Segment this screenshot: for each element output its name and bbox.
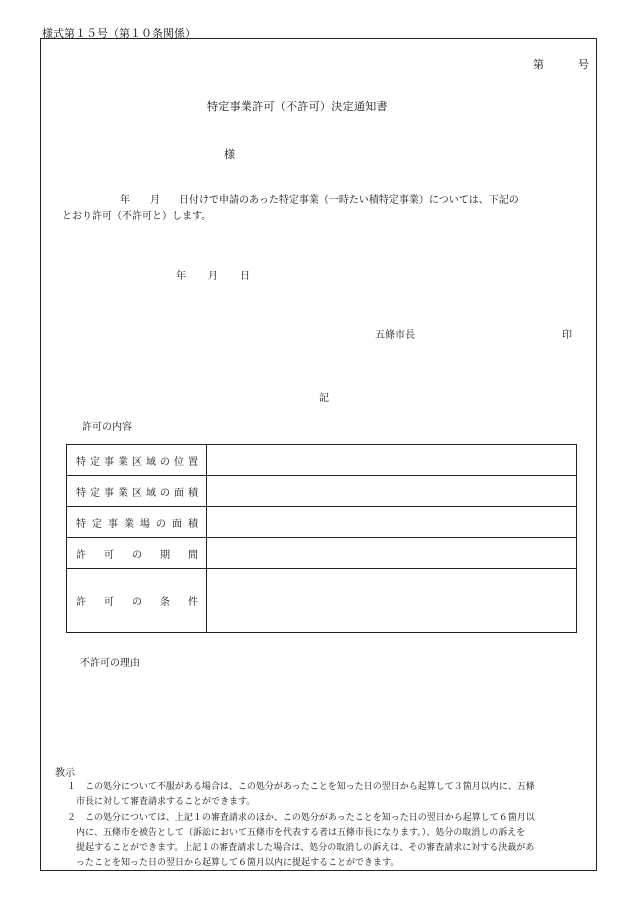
row-label-location: 特定事業区域の位置 <box>67 445 207 476</box>
body-line-1 <box>62 191 519 206</box>
body-text-1: 日付けで申請のあった特定事業（一時たい積特定事業）については、下記の <box>179 195 519 206</box>
instruction-note-1-line-2: 市長に対して審査請求することができます。 <box>76 797 256 807</box>
permit-section-label: 許可の内容 <box>82 422 132 433</box>
form-label: 様式第１５号（第１０条関係） <box>42 27 196 40</box>
issue-date <box>176 267 250 282</box>
row-value-period <box>207 538 577 569</box>
document-title: 特定事業許可（不許可）決定通知書 <box>207 100 388 113</box>
row-label-site-area: 特定事業場の面積 <box>67 507 207 538</box>
table-row <box>67 538 577 569</box>
instruction-note-2-line-1: ２ この処分については、上記１の審査請求のほか、この処分があったことを知った日の翌日から起算して６箇月以 <box>67 813 535 823</box>
issuer-title: 五條市長 <box>375 330 415 341</box>
row-label-area: 特定事業区域の面積 <box>67 476 207 507</box>
issue-day: 日 <box>240 271 250 282</box>
row-value-area <box>207 476 577 507</box>
instruction-note-2-line-4: ったことを知った日の翌日から起算して６箇月以内に提起することができます。 <box>76 858 400 868</box>
permit-table <box>66 444 577 633</box>
issue-year: 年 <box>176 271 186 282</box>
row-value-location <box>207 445 577 476</box>
table-row <box>67 445 577 476</box>
doc-number-dai: 第 <box>533 58 544 71</box>
table-row <box>67 507 577 538</box>
instruction-heading: 教示 <box>55 768 75 779</box>
table-row <box>67 569 577 633</box>
row-value-site-area <box>207 507 577 538</box>
instruction-note-2-line-2: 内に、五條市を被告として（訴訟において五條市を代表する者は五條市長になります。）、処分の取消しの訴えを <box>76 828 526 838</box>
body-month: 月 <box>150 195 160 206</box>
seal-mark: 印 <box>562 330 572 341</box>
body-line-2: とおり許可（不許可と）します。 <box>62 211 212 222</box>
row-label-conditions: 許可の条件 <box>67 569 207 633</box>
body-year: 年 <box>120 195 130 206</box>
addressee-suffix: 様 <box>224 148 235 161</box>
table-row <box>67 476 577 507</box>
instruction-note-1-line-1: １ この処分について不服がある場合は、この処分があったことを知った日の翌日から起算して３箇月以内に、五條 <box>67 782 535 792</box>
doc-number-go: 号 <box>578 58 589 71</box>
row-value-conditions <box>207 569 577 633</box>
ki-heading: 記 <box>319 393 329 404</box>
issue-month: 月 <box>208 271 218 282</box>
refusal-reason-label: 不許可の理由 <box>80 658 140 669</box>
row-label-period: 許可の期間 <box>67 538 207 569</box>
instruction-note-2-line-3: 提起することができます。上記１の審査請求した場合は、処分の取消しの訴えは、その審査請求に対する決裁があ <box>76 843 535 853</box>
